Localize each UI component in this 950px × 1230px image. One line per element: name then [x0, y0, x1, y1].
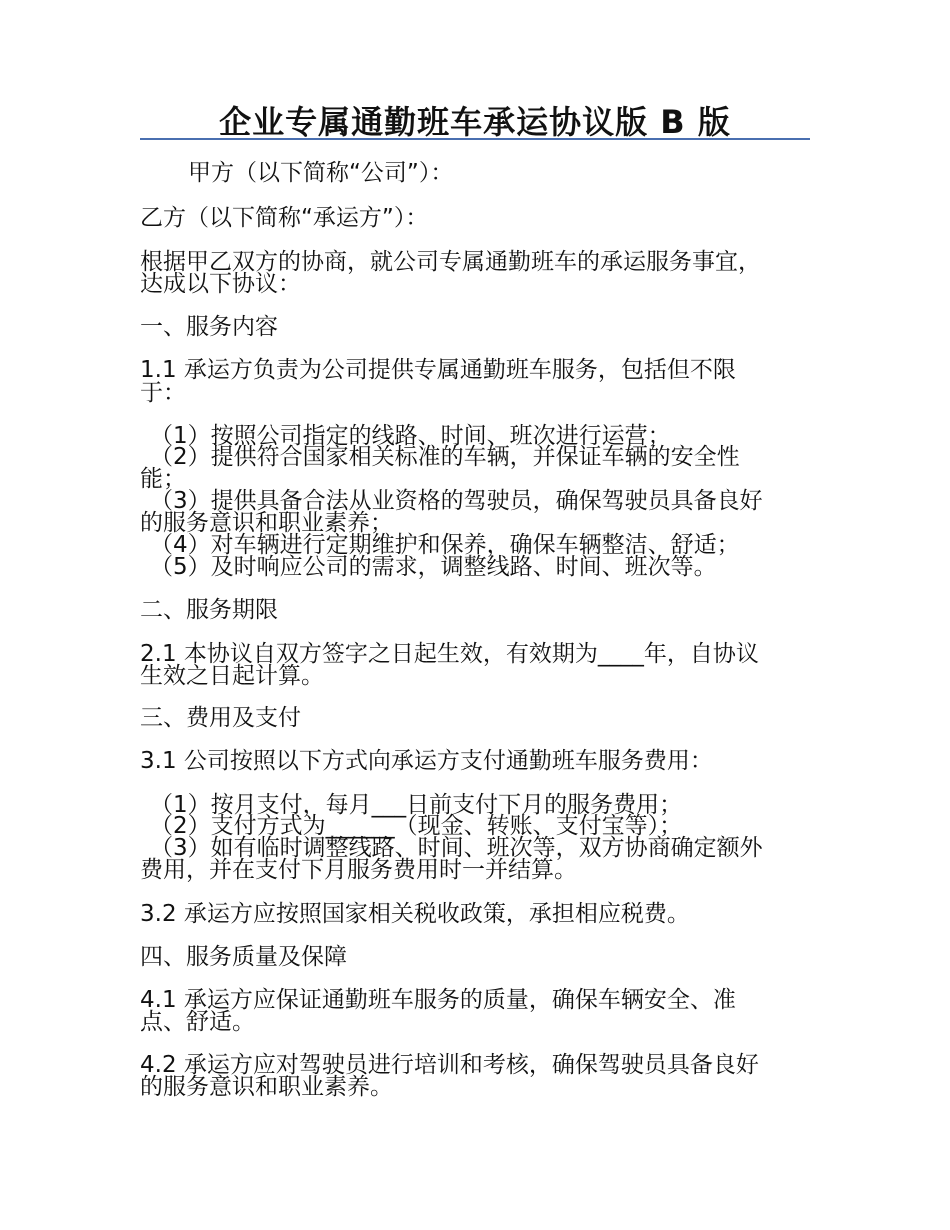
section-2-heading: 二、服务期限 — [140, 597, 278, 623]
clause-4-1-line-2: 点、舒适。 — [140, 1009, 255, 1035]
clause-2-1-line-2: 生效之日起计算。 — [140, 663, 324, 689]
clause-1-1-line-1: 1.1 承运方负责为公司提供专属通勤班车服务，包括但不限 — [140, 357, 736, 383]
section-3-heading: 三、费用及支付 — [140, 705, 301, 731]
clause-3-1: 3.1 公司按照以下方式向承运方支付通勤班车服务费用： — [140, 748, 713, 774]
clause-3-2: 3.2 承运方应按照国家相关税收政策，承担相应税费。 — [140, 901, 690, 927]
clause-4-2-line-1: 4.2 承运方应对驾驶员进行培训和考核，确保驾驶员具备良好 — [140, 1052, 759, 1078]
service-item-2-line-1: （2）提供符合国家相关标准的车辆，并保证车辆的安全性 — [150, 444, 740, 470]
service-item-5: （5）及时响应公司的需求，调整线路、时间、班次等。 — [150, 554, 717, 580]
service-item-4: （4）对车辆进行定期维护和保养，确保车辆整洁、舒适； — [150, 532, 740, 558]
section-4-heading: 四、服务质量及保障 — [140, 944, 347, 970]
service-item-1: （1）按照公司指定的线路、时间、班次进行运营； — [150, 423, 671, 449]
party-a-line: 甲方（以下简称“公司”）： — [188, 160, 454, 186]
document-title: 企业专属通勤班车承运协议版 B 版 — [219, 103, 731, 141]
payment-item-3-line-1: （3）如有临时调整线路、时间、班次等，双方协商确定额外 — [150, 835, 763, 861]
service-item-3-line-2: 的服务意识和职业素养； — [140, 510, 393, 536]
clause-2-1-line-1: 2.1 本协议自双方签字之日起生效，有效期为____年，自协议 — [140, 641, 759, 667]
title-underline — [140, 138, 810, 140]
preamble-line-1: 根据甲乙双方的协商，就公司专属通勤班车的承运服务事宜， — [140, 249, 761, 275]
service-item-2-line-2: 能； — [140, 466, 186, 492]
section-1-heading: 一、服务内容 — [140, 314, 278, 340]
clause-1-1-line-2: 于： — [140, 380, 186, 406]
preamble-line-2: 达成以下协议： — [140, 271, 301, 297]
payment-item-3-line-2: 费用，并在支付下月服务费用时一并结算。 — [140, 857, 577, 883]
clause-4-1-line-1: 4.1 承运方应保证通勤班车服务的质量，确保车辆安全、准 — [140, 987, 736, 1013]
service-item-3-line-1: （3）提供具备合法从业资格的驾驶员，确保驾驶员具备良好 — [150, 488, 763, 514]
clause-4-2-line-2: 的服务意识和职业素养。 — [140, 1074, 393, 1100]
party-b-line: 乙方（以下简称“承运方”）： — [140, 205, 429, 231]
payment-item-2: （2）支付方式为______（现金、转账、支付宝等）； — [150, 813, 683, 839]
payment-item-1: （1）按月支付，每月___日前支付下月的服务费用； — [150, 792, 683, 818]
